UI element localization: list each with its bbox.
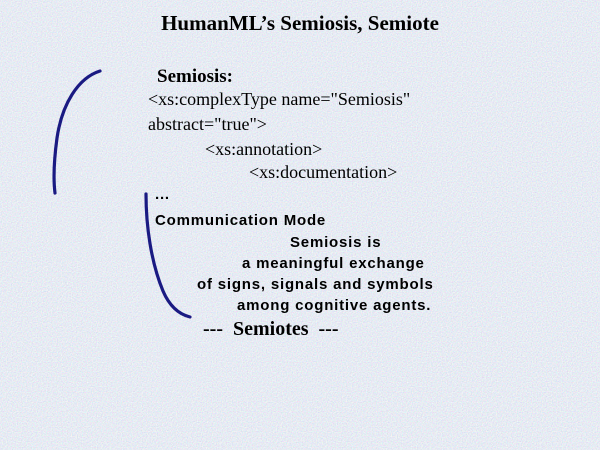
code-line-abstract: abstract="true"> [148, 114, 267, 134]
semiosis-heading: Semiosis: [157, 66, 233, 87]
slide-title: HumanML’s Semiosis, Semiote [161, 11, 439, 35]
code-line-documentation: <xs:documentation> [249, 162, 398, 182]
ellipsis-text: ... [155, 186, 170, 203]
code-line-annotation: <xs:annotation> [205, 139, 323, 159]
definition-line: Semiosis is [290, 234, 382, 251]
definition-line: of signs, signals and symbols [197, 276, 434, 293]
definition-line: among cognitive agents. [237, 297, 432, 314]
definition-line: a meaningful exchange [242, 255, 425, 272]
code-line-complextype: <xs:complexType name="Semiosis" [148, 89, 411, 109]
semiotes-footer: --- Semiotes --- [203, 318, 339, 340]
communication-mode-label: Communication Mode [155, 212, 327, 229]
